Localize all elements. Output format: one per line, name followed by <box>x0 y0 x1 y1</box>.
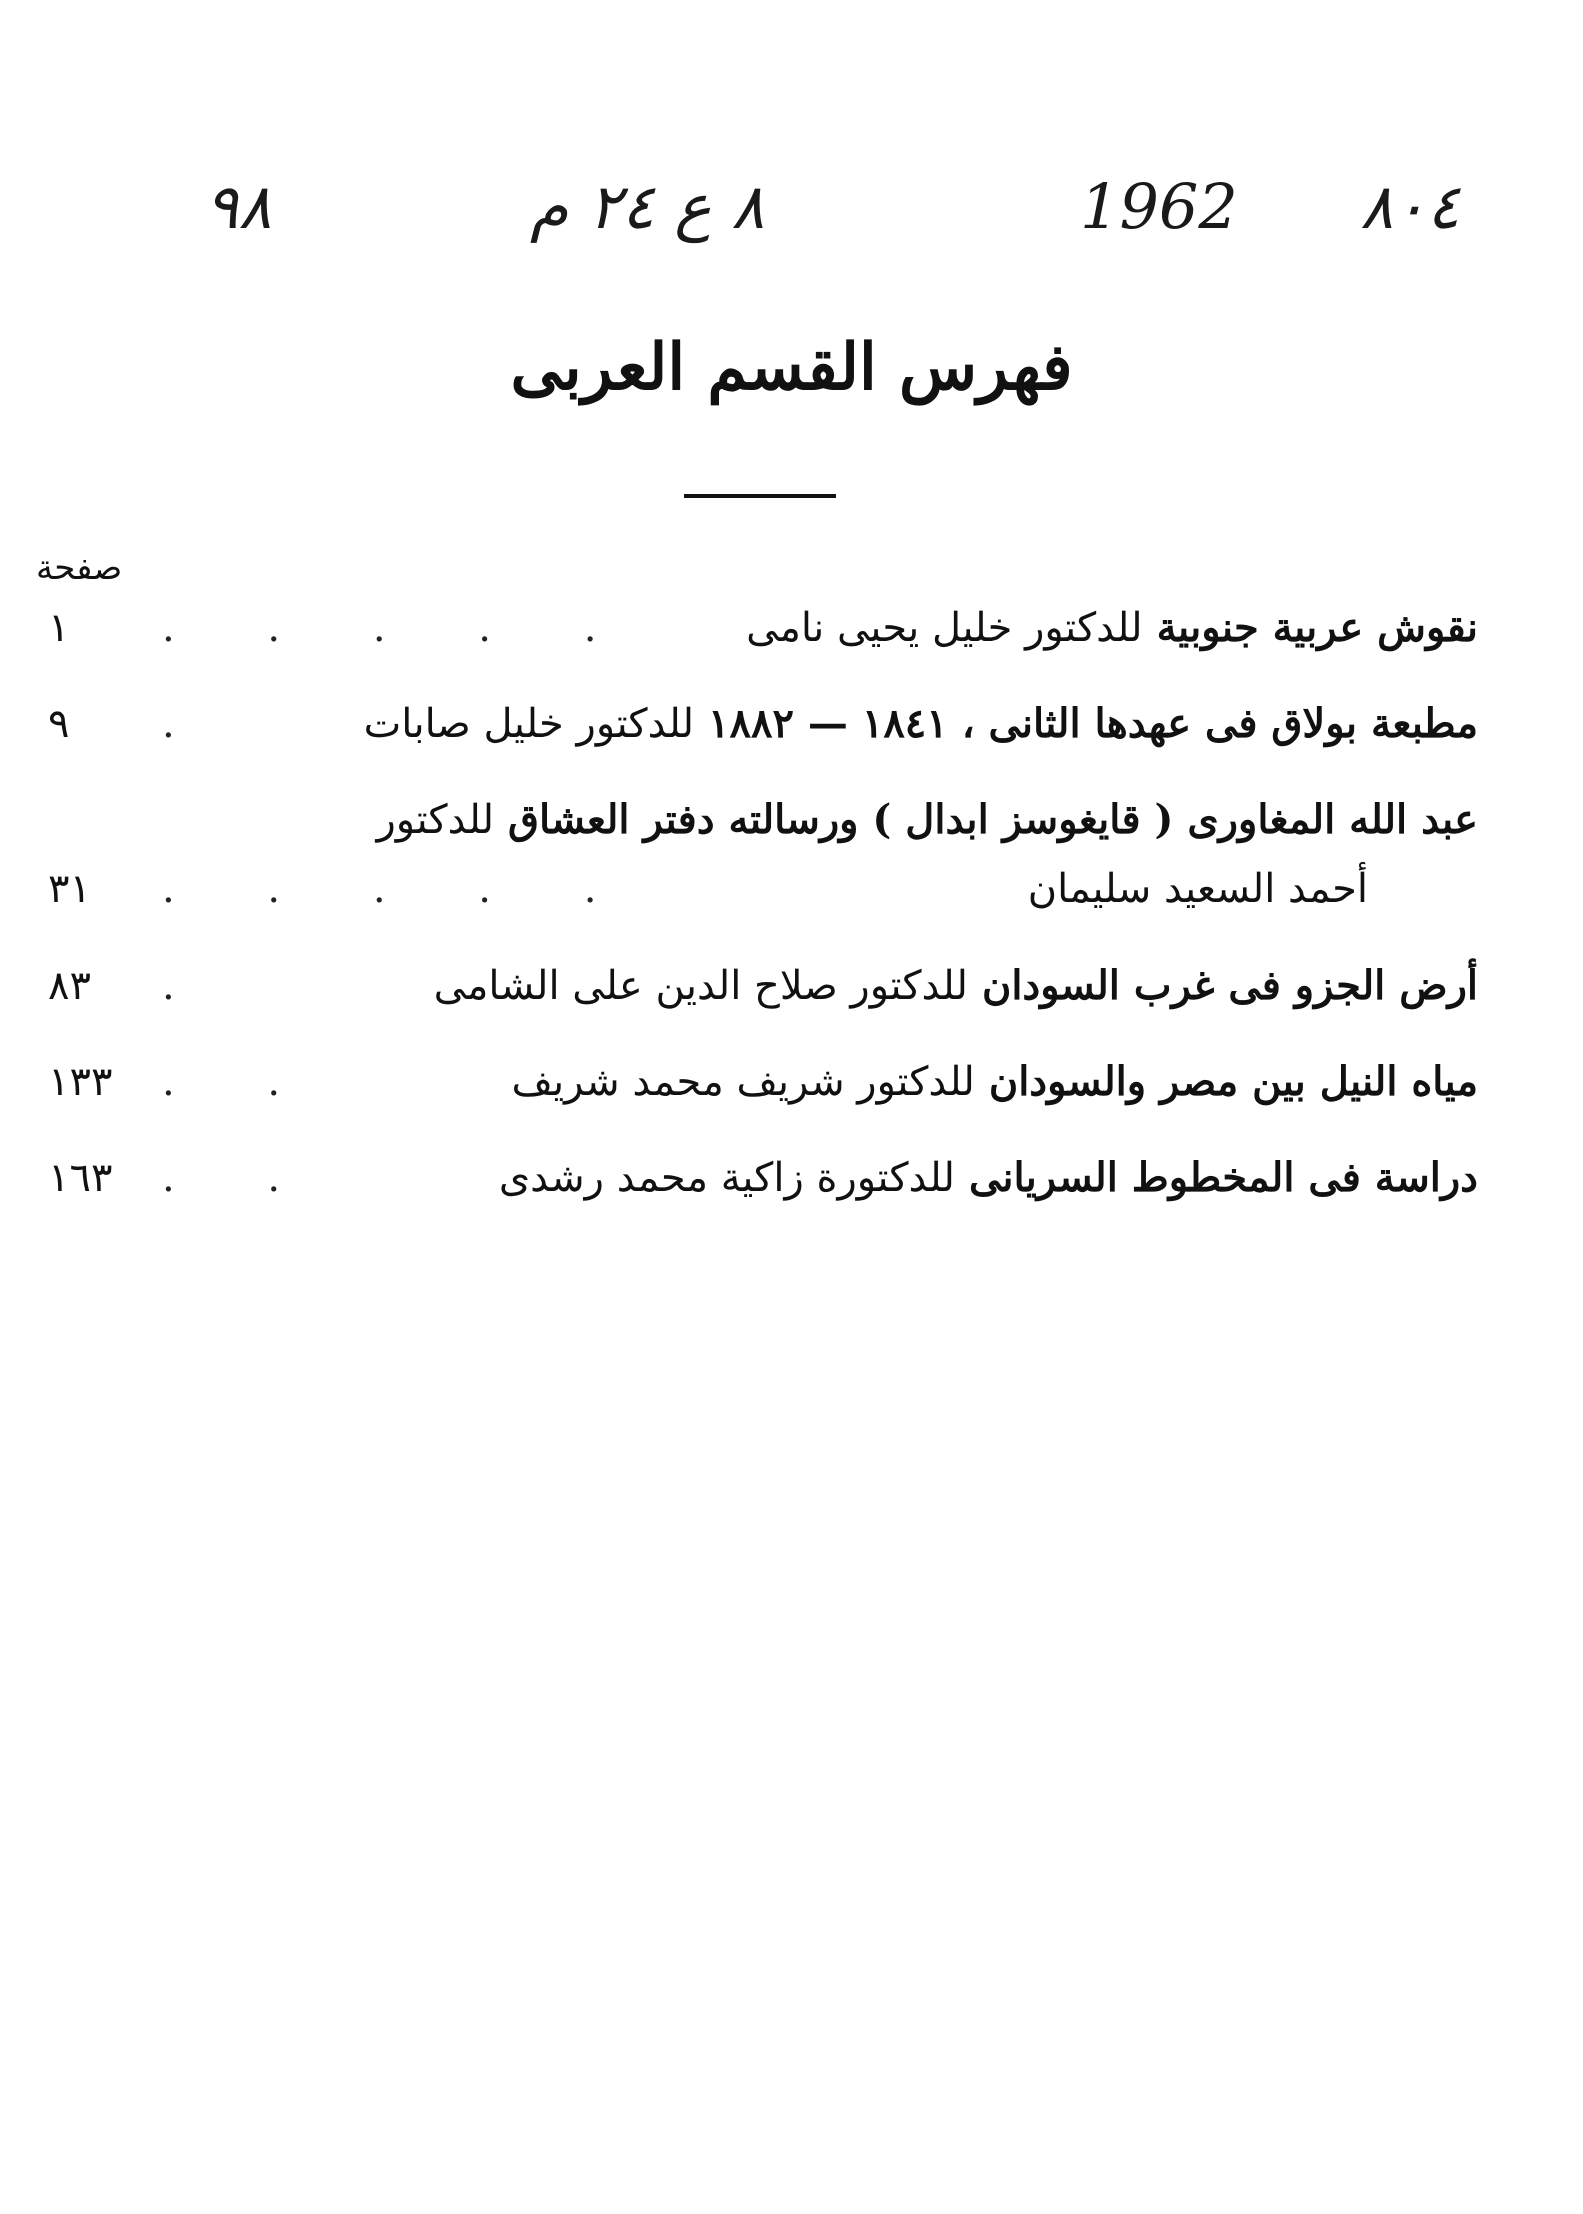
page-title: فهرس القسم العربى <box>510 330 1073 405</box>
entry-page-number: ٣١ <box>48 866 91 912</box>
leader-dots: . . . . . <box>162 866 637 912</box>
toc-entry-continuation <box>48 866 1478 962</box>
entry-author: للدكتور خليل يحيى نامى <box>746 605 1143 651</box>
entry-page-number: ٨٣ <box>48 963 91 1009</box>
leader-dots: . <box>162 701 215 747</box>
title-divider <box>684 494 836 498</box>
entry-page-number: ٩ <box>48 701 70 747</box>
handwritten-reference: ٨ ع ٢٤ م <box>530 170 765 243</box>
entry-author: للدكتور صلاح الدين على الشامى <box>433 963 968 1009</box>
entry-title: مطبعة بولاق فى عهدها الثانى ، ١٨٤١ — ١٨٨٢ <box>708 700 1478 747</box>
handwritten-year: 1962 <box>1080 170 1238 243</box>
entry-author-continued: أحمد السعيد سليمان <box>1027 866 1368 912</box>
toc-entry <box>48 796 1478 866</box>
entry-title: دراسة فى المخطوط السريانى <box>968 1154 1478 1201</box>
handwritten-number-left: ٩٨ <box>205 170 272 243</box>
entry-author: للدكتور <box>376 797 495 843</box>
toc-entry <box>48 1154 1478 1250</box>
entry-page-number: ١٣٣ <box>48 1059 113 1105</box>
entry-page-number: ١ <box>48 605 70 651</box>
handwritten-number-right: ٨٠٤ <box>1360 170 1460 243</box>
toc-entry <box>48 1058 1478 1154</box>
entry-title: مياه النيل بين مصر والسودان <box>988 1058 1478 1105</box>
entry-author: للدكتور خليل صابات <box>363 701 695 747</box>
toc-entry <box>48 962 1478 1058</box>
entry-author: للدكتورة زاكية محمد رشدى <box>498 1155 955 1201</box>
entry-author: للدكتور شريف محمد شريف <box>511 1059 975 1105</box>
leader-dots: . <box>162 963 215 1009</box>
entry-title: نقوش عربية جنوبية <box>1156 604 1478 651</box>
toc-entry <box>48 700 1478 796</box>
entry-title: عبد الله المغاورى ( قايغوسز ابدال ) ورسالته دفتر العشاق <box>508 796 1478 843</box>
leader-dots: . . . . . <box>162 605 637 651</box>
leader-dots: . . <box>162 1059 321 1105</box>
entry-title: أرض الجزو فى غرب السودان <box>981 962 1478 1009</box>
handwritten-notes <box>0 150 1583 270</box>
page-column-label: صفحة <box>36 548 123 588</box>
toc-entry <box>48 604 1478 700</box>
leader-dots: . . <box>162 1155 321 1201</box>
entry-page-number: ١٦٣ <box>48 1155 113 1201</box>
table-of-contents <box>48 604 1478 1250</box>
